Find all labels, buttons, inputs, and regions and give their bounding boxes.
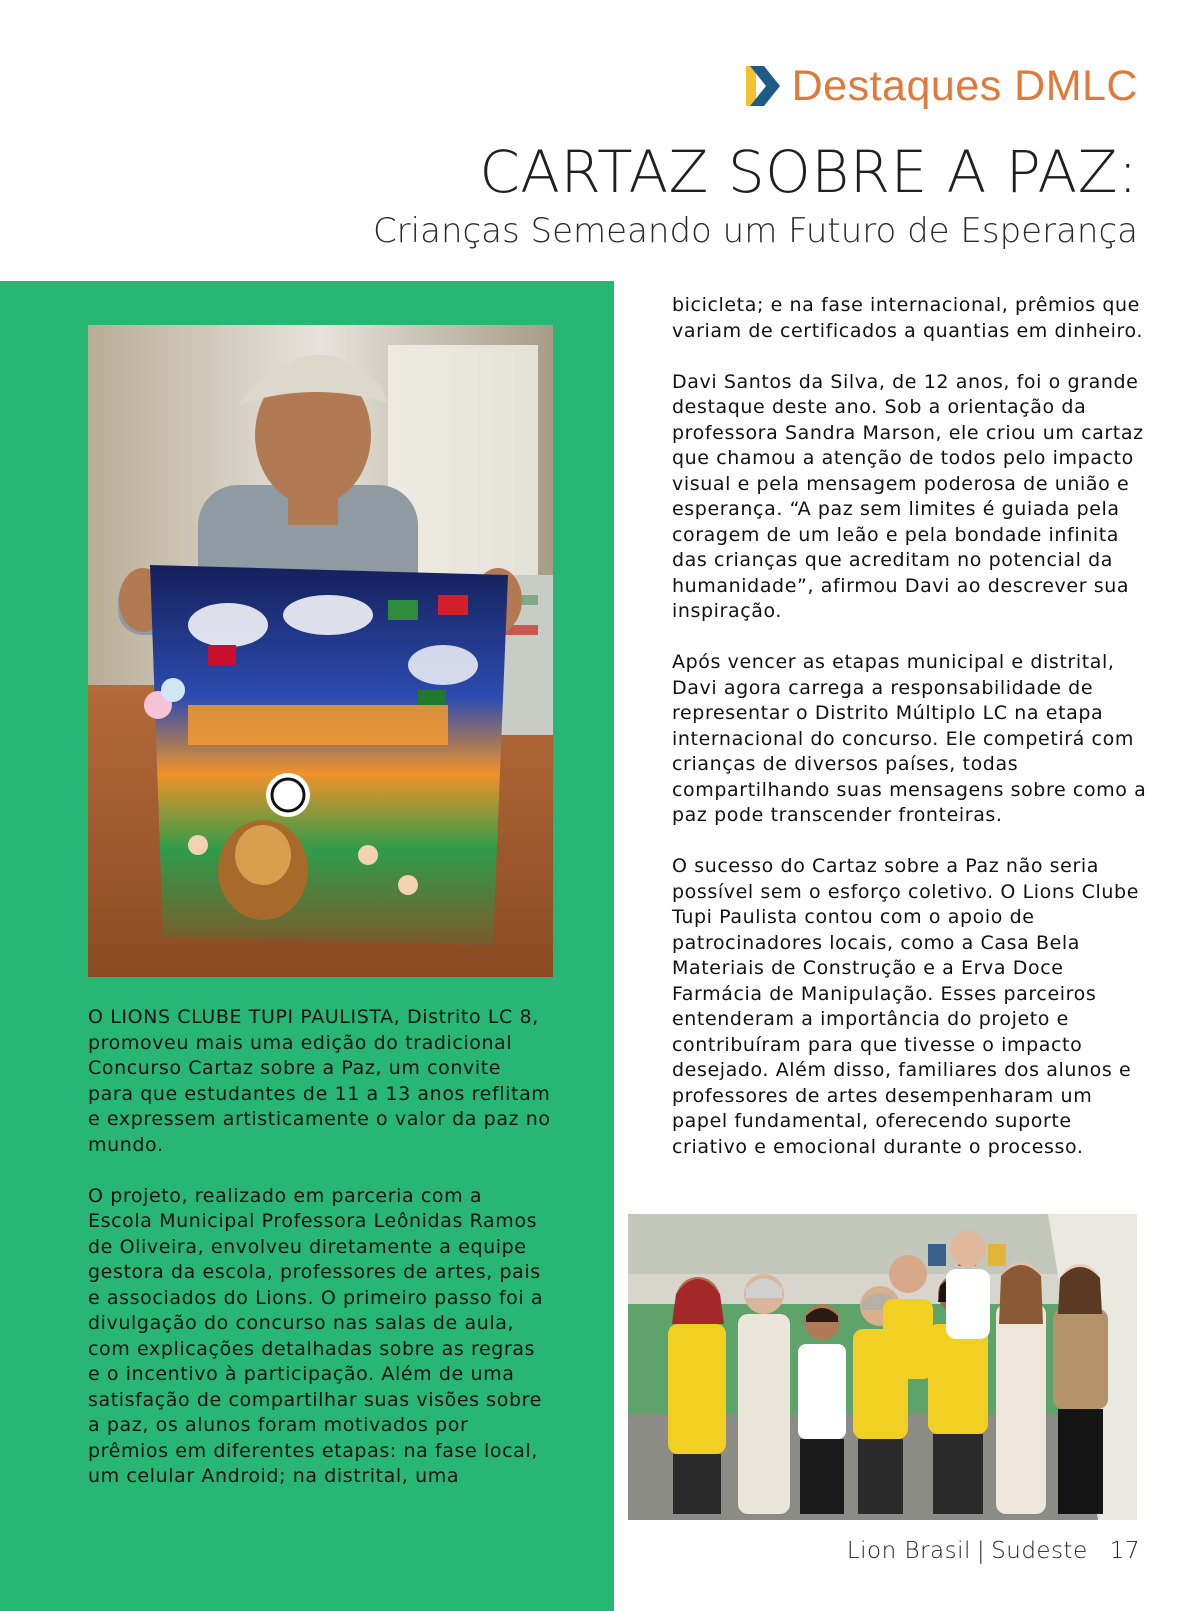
page-title: CARTAZ SOBRE A PAZ: [479, 138, 1138, 206]
page-subtitle: Crianças Semeando um Futuro de Esperança [372, 211, 1138, 251]
page-number: 17 [1109, 1538, 1140, 1564]
paragraph: Davi Santos da Silva, de 12 anos, foi o grande destaque deste ano. Sob a orientação da professora Sandra Marson, ele criou um cartaz que chamou a atenção de todos pelo impacto visual e pela mensagem poderosa de união e esperança. “A paz sem limites é guiada pela coragem de um leão e pela bondade infinita das crianças que acreditam no potencial da humanidade”, afirmou Davi ao descrever sua inspiração. [672, 370, 1144, 622]
paragraph: bicicleta; e na fase internacional, prêmios que variam de certificados a quantias em dinheiro. [672, 294, 1144, 342]
photo-group-lions-members-icon [628, 1214, 1137, 1520]
paragraph: O LIONS CLUBE TUPI PAULISTA, Distrito LC 8, promoveu mais uma edição do tradicional Concurso Cartaz sobre a Paz, um convite para que estudantes de 11 a 13 anos reflitam e expressem artisticamente o valor da paz no mundo. [88, 1006, 551, 1156]
paragraph: O sucesso do Cartaz sobre a Paz não seria possível sem o esforço coletivo. O Lions Clube Tupi Paulista contou com o apoio de patrocinadores locais, como a Casa Bela Materiais de Construção e a Erva Doce Farmácia de Manipulação. Esses parceiros entenderam a importância do projeto e contribuíram para que tivesse o impacto desejado. Além disso, familiares dos alunos e professores de artes desempenharam um papel fundamental, oferecendo suporte criativo e emocional durante o processo. [672, 855, 1140, 1158]
section-label: Destaques DMLC [791, 61, 1138, 110]
left-column [88, 1005, 553, 1515]
paragraph: O projeto, realizado em parceria com a Escola Municipal Professora Leônidas Ramos de Oliveira, envolveu diretamente a equipe gestora da escola, professores de artes, pais e associados do Lions. O primeiro passo foi a divulgação do concurso nas salas de aula, com explicações detalhadas sobre as regras e o incentivo à participação. Além de uma satisfação de compartilhar suas visões sobre a paz, os alunos foram motivados por prêmios em diferentes etapas: na fase local, um celular Android; na distrital, uma [88, 1184, 544, 1487]
page-footer [847, 1538, 1140, 1564]
footer-separator: | [976, 1538, 986, 1564]
paragraph: Após vencer as etapas municipal e distrital, Davi agora carrega a responsabilidade de representar o Distrito Múltiplo LC na etapa internacional do concurso. Ele competirá com crianças de diversos países, todas compartilhando suas mensagens sobre como a paz pode transcender fronteiras. [672, 651, 1147, 826]
boy-photo [88, 325, 553, 977]
chevron-logo-icon [742, 64, 782, 108]
photo-boy-with-peace-poster-icon [88, 325, 553, 977]
right-column [672, 293, 1148, 1186]
group-photo [628, 1214, 1137, 1520]
section-tag [742, 58, 1138, 114]
publication-name: Lion Brasil [846, 1538, 971, 1564]
region-name: Sudeste [991, 1538, 1088, 1564]
